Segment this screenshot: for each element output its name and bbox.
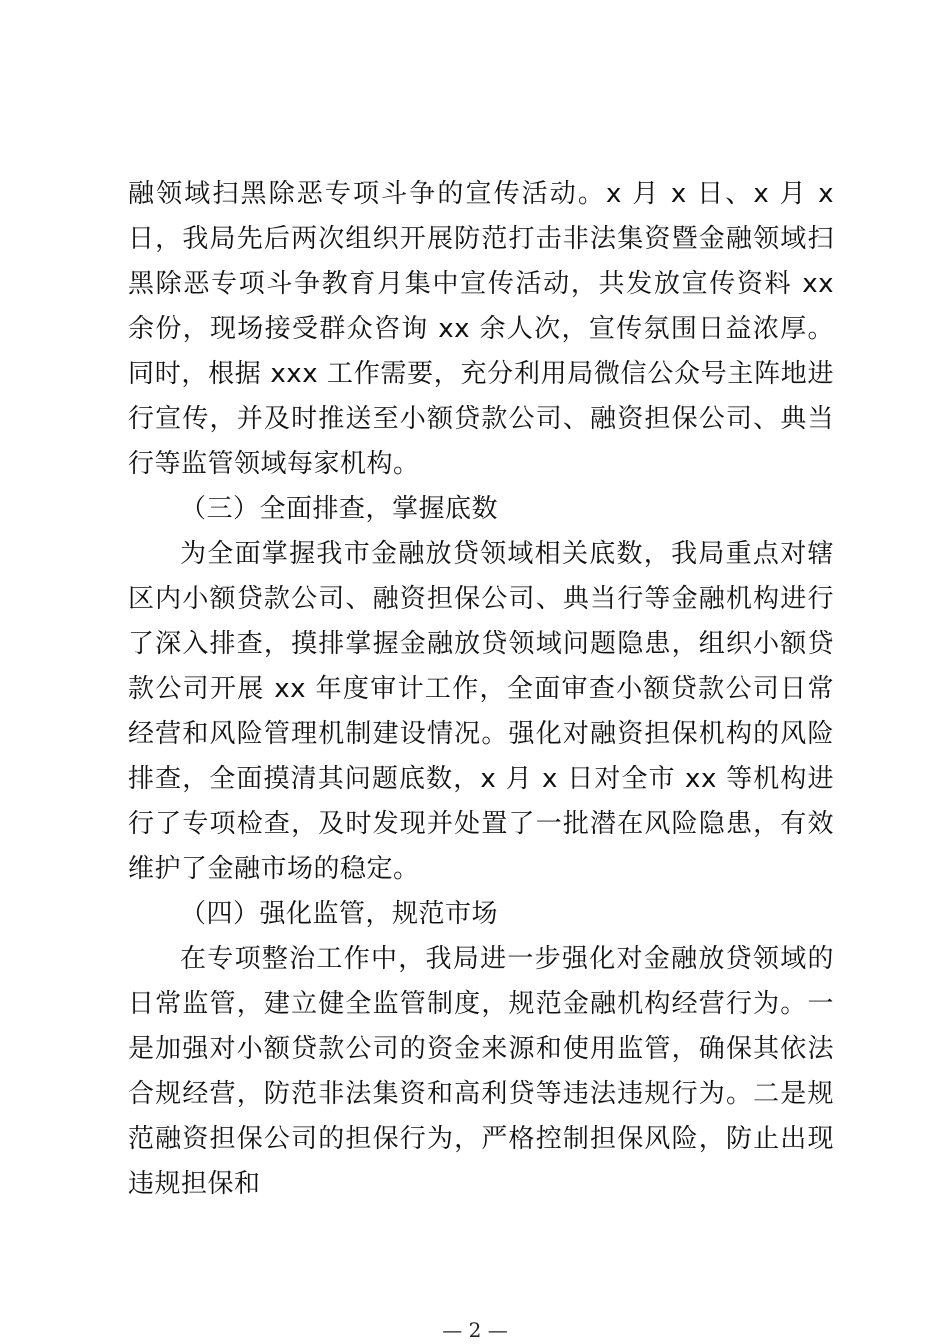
paragraph-publicity-continuation: 融领域扫黑除恶专项斗争的宣传活动。x 月 x 日、x 月 x 日，我局先后两次组织开展防范打击非法集资暨金融领域扫黑除恶专项斗争教育月集中宣传活动，共发放宣传资料 xx 余份，现场接受群众咨询 xx 余人次，宣传氛围日益浓厚。同时，根据 xxx 工作需要，充分利用局微信公众号主阵地进行宣传，并及时推送至小额贷款公司、融资担保公司、典当行等监管领域每家机构。	[128, 179, 834, 479]
section-heading-investigation: （三）全面排查，掌握底数	[180, 494, 499, 524]
paragraph-supervision: 在专项整治工作中，我局进一步强化对金融放贷领域的日常监管，建立健全监管制度，规范金融机构经营行为。一是加强对小额贷款公司的资金来源和使用监管，确保其依法合规经营，防范非法集资和高利贷等违法违规行为。二是规范融资担保公司的担保行为，严格控制担保风险，防止出现违规担保和	[128, 944, 834, 1199]
paragraph-investigation: 为全面掌握我市金融放贷领域相关底数，我局重点对辖区内小额贷款公司、融资担保公司、典当行等金融机构进行了深入排查，摸排掌握金融放贷领域问题隐患，组织小额贷款公司开展 xx 年度审计工作，全面审查小额贷款公司日常经营和风险管理机制建设情况。强化对融资担保机构的风险排查，全面摸清其问题底数，x 月 x 日对全市 xx 等机构进行了专项检查，及时发现并处置了一批潜在风险隐患，有效维护了金融市场的稳定。	[128, 539, 834, 884]
page-number: — 2 —	[442, 1318, 508, 1342]
section-heading-supervision: （四）强化监管，规范市场	[180, 899, 499, 929]
document-body	[128, 172, 834, 1207]
